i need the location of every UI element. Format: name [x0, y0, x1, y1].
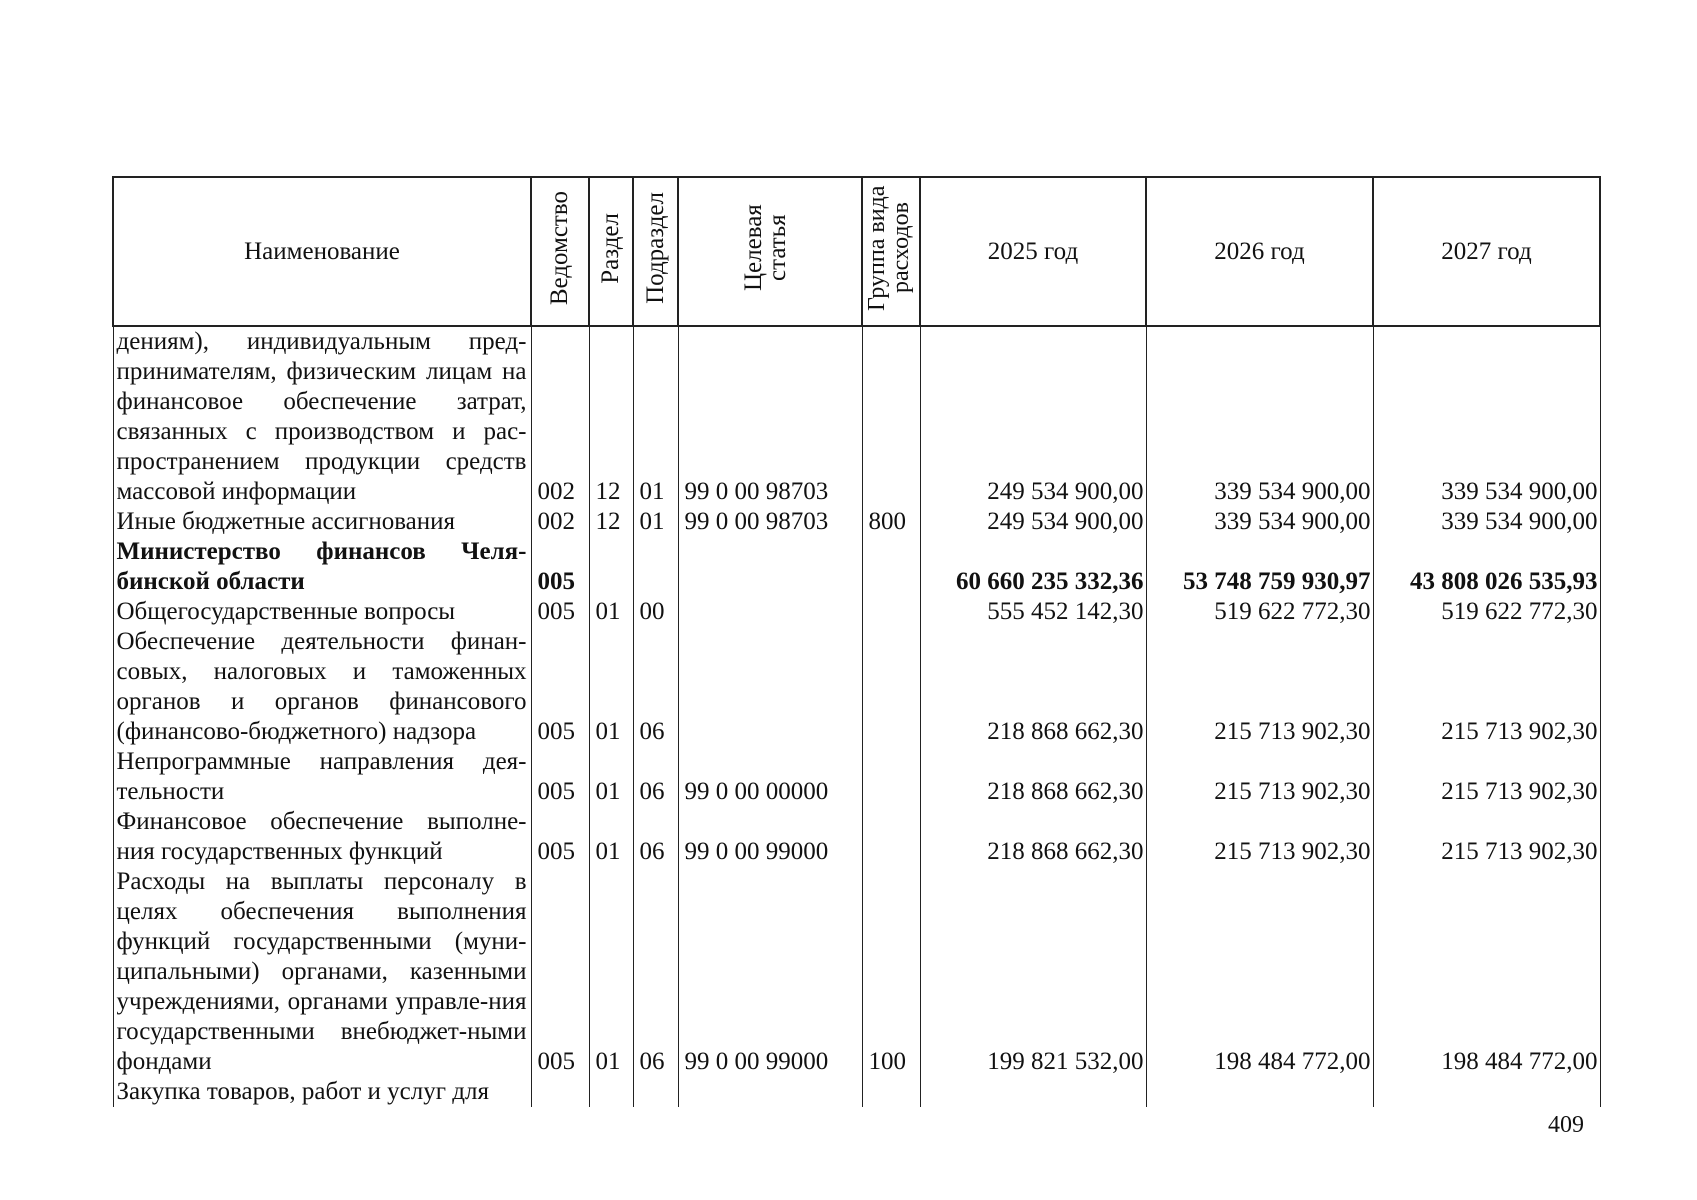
cell-2026: 215 713 902,30 [1146, 807, 1373, 867]
header-name: Наименование [113, 177, 531, 326]
cell-2026: 519 622 772,30 [1146, 597, 1373, 627]
cell-2025: 218 868 662,30 [920, 747, 1146, 807]
cell-subsection: 01 [633, 507, 678, 537]
cell-name: Обеспечение деятельности финан-совых, налоговых и таможенных органов и органов финансового (финансово-бюджетного) надзора [113, 627, 531, 747]
cell-target-item [678, 537, 862, 597]
cell-name: Финансовое обеспечение выполне-ния государственных функций [113, 807, 531, 867]
cell-2026: 215 713 902,30 [1146, 747, 1373, 807]
cell-subsection: 06 [633, 807, 678, 867]
cell-section: 01 [589, 747, 633, 807]
cell-2025: 218 868 662,30 [920, 807, 1146, 867]
cell-section: 01 [589, 627, 633, 747]
table-body [113, 326, 1600, 1107]
cell-department: 005 [531, 537, 589, 597]
cell-expense-group: 800 [862, 507, 920, 537]
table-row [113, 537, 1600, 597]
cell-target-item: 99 0 00 00000 [678, 747, 862, 807]
table-row [113, 597, 1600, 627]
cell-subsection: 00 [633, 597, 678, 627]
header-section: Раздел [589, 177, 633, 326]
cell-department: 005 [531, 867, 589, 1077]
cell-expense-group [862, 1077, 920, 1107]
cell-2026: 339 534 900,00 [1146, 507, 1373, 537]
table-row [113, 1077, 1600, 1107]
cell-2025: 60 660 235 332,36 [920, 537, 1146, 597]
cell-2026 [1146, 1077, 1373, 1107]
cell-subsection: 06 [633, 867, 678, 1077]
cell-section: 01 [589, 597, 633, 627]
cell-2026: 53 748 759 930,97 [1146, 537, 1373, 597]
cell-target-item [678, 1077, 862, 1107]
cell-2027: 215 713 902,30 [1373, 807, 1600, 867]
cell-target-item [678, 597, 862, 627]
cell-target-item: 99 0 00 99000 [678, 807, 862, 867]
cell-2027: 519 622 772,30 [1373, 597, 1600, 627]
cell-section: 12 [589, 507, 633, 537]
cell-department: 005 [531, 627, 589, 747]
header-2025: 2025 год [920, 177, 1146, 326]
cell-2025 [920, 1077, 1146, 1107]
cell-2027: 43 808 026 535,93 [1373, 537, 1600, 597]
cell-target-item: 99 0 00 98703 [678, 326, 862, 507]
cell-department: 002 [531, 326, 589, 507]
cell-subsection: 06 [633, 747, 678, 807]
cell-name: Закупка товаров, работ и услуг для [113, 1077, 531, 1107]
cell-2027 [1373, 1077, 1600, 1107]
cell-2025: 555 452 142,30 [920, 597, 1146, 627]
header-subsection: Подраздел [633, 177, 678, 326]
table-row [113, 807, 1600, 867]
table-header-row [113, 177, 1600, 326]
header-2027: 2027 год [1373, 177, 1600, 326]
header-2026: 2026 год [1146, 177, 1373, 326]
cell-name: Иные бюджетные ассигнования [113, 507, 531, 537]
cell-section: 12 [589, 326, 633, 507]
cell-department: 005 [531, 747, 589, 807]
cell-expense-group [862, 326, 920, 507]
cell-2027: 198 484 772,00 [1373, 867, 1600, 1077]
cell-target-item: 99 0 00 99000 [678, 867, 862, 1077]
cell-expense-group [862, 537, 920, 597]
header-target-item: Целевая статья [678, 177, 862, 326]
cell-subsection: 01 [633, 326, 678, 507]
cell-name: Министерство финансов Челя-бинской области [113, 537, 531, 597]
table-row [113, 747, 1600, 807]
cell-name: дениям), индивидуальным пред-принимателям, физическим лицам на финансовое обеспечение затрат, связанных с производством и рас-пространением продукции средств массовой информации [113, 326, 531, 507]
cell-expense-group: 100 [862, 867, 920, 1077]
header-expense-group: Группа вида расходов [862, 177, 920, 326]
cell-2026: 198 484 772,00 [1146, 867, 1373, 1077]
cell-2027: 215 713 902,30 [1373, 627, 1600, 747]
cell-subsection: 06 [633, 627, 678, 747]
cell-2025: 218 868 662,30 [920, 627, 1146, 747]
table-row [113, 326, 1600, 507]
cell-2026: 339 534 900,00 [1146, 326, 1373, 507]
cell-department: 005 [531, 807, 589, 867]
cell-expense-group [862, 747, 920, 807]
cell-2025: 199 821 532,00 [920, 867, 1146, 1077]
cell-2025: 249 534 900,00 [920, 326, 1146, 507]
cell-subsection [633, 537, 678, 597]
cell-subsection [633, 1077, 678, 1107]
cell-section [589, 537, 633, 597]
cell-department: 002 [531, 507, 589, 537]
cell-section: 01 [589, 807, 633, 867]
cell-2027: 215 713 902,30 [1373, 747, 1600, 807]
table-row [113, 867, 1600, 1077]
cell-name: Расходы на выплаты персоналу в целях обеспечения выполнения функций государственными (муни-ципальными) органами, казенными учреждениями, органами управле-ния государственными внебюджет-ными фондами [113, 867, 531, 1077]
cell-2027: 339 534 900,00 [1373, 507, 1600, 537]
cell-expense-group [862, 807, 920, 867]
cell-expense-group [862, 597, 920, 627]
cell-2025: 249 534 900,00 [920, 507, 1146, 537]
cell-name: Непрограммные направления дея-тельности [113, 747, 531, 807]
cell-department: 005 [531, 597, 589, 627]
cell-section: 01 [589, 867, 633, 1077]
cell-2027: 339 534 900,00 [1373, 326, 1600, 507]
budget-table [112, 176, 1601, 1107]
cell-section [589, 1077, 633, 1107]
cell-department [531, 1077, 589, 1107]
cell-2026: 215 713 902,30 [1146, 627, 1373, 747]
cell-expense-group [862, 627, 920, 747]
table-row [113, 627, 1600, 747]
page-number: 409 [1548, 1112, 1584, 1138]
header-department: Ведомство [531, 177, 589, 326]
cell-target-item: 99 0 00 98703 [678, 507, 862, 537]
table-row [113, 507, 1600, 537]
cell-name: Общегосударственные вопросы [113, 597, 531, 627]
cell-target-item [678, 627, 862, 747]
